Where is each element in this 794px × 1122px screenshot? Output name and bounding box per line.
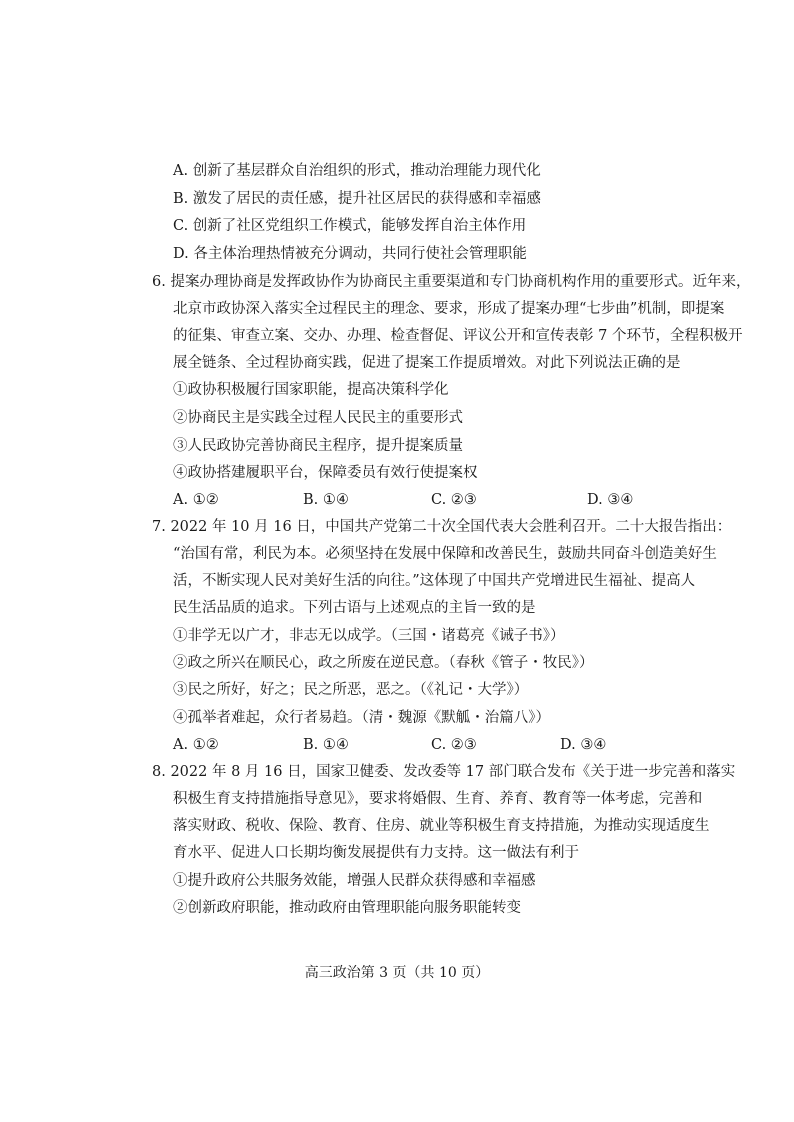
q7-stem-line-4: 民生活品质的追求。下列古语与上述观点的主旨一致的是	[173, 600, 536, 616]
q6-statement-2: ②协商民主是实践全过程人民民主的重要形式	[173, 410, 463, 426]
q8-stem-line-1: 8. 2022 年 8 月 16 日，国家卫健委、发改委等 17 部门联合发布《关于进一步完善和落实	[152, 764, 736, 780]
page-footer: 高三政治第 3 页（共 10 页）	[304, 965, 490, 981]
q7-stem-line-2: “治国有常，利民为本。必须坚持在发展中保障和改善民生，鼓励共同奋斗创造美好生	[173, 546, 717, 562]
q7-statement-3: ③民之所好，好之；民之所恶，恶之。（《礼记・大学》）	[173, 682, 529, 698]
q7-stem-line-1: 7. 2022 年 10 月 16 日，中国共产党第二十次全国代表大会胜利召开。二十大报告指出：	[152, 519, 732, 535]
q6-stem-line-4: 展全链条、全过程协商实践，促进了提案工作提质增效。对此下列说法正确的是	[173, 355, 681, 371]
q7-statement-1: ①非学无以广才，非志无以成学。（三国・诸葛亮《诫子书》）	[173, 628, 565, 644]
q8-stem-line-3: 落实财政、税收、保险、教育、住房、就业等积极生育支持措施，为推动实现适度生	[173, 818, 710, 834]
q6-stem-line-2: 北京市政协深入落实全过程民主的理念、要求，形成了提案办理“七步曲”机制，即提案	[173, 301, 725, 317]
q5-option-c: C. 创新了社区党组织工作模式，能够发挥自治主体作用	[173, 218, 527, 234]
q8-statement-2: ②创新政府职能，推动政府由管理职能向服务职能转变	[173, 900, 521, 916]
q6-statement-4: ④政协搭建履职平台，保障委员有效行使提案权	[173, 465, 478, 481]
q7-statement-4: ④孤举者难起，众行者易趋。（清・魏源《默觚・治篇八》）	[173, 710, 550, 726]
q7-choices	[173, 735, 693, 755]
q6-choices	[173, 490, 693, 510]
q7-stem-line-3: 活，不断实现人民对美好生活的向往。”这体现了中国共产党增进民生福祉、提高人	[173, 573, 696, 589]
q6-stem-line-1: 6. 提案办理协商是发挥政协作为协商民主重要渠道和专门协商机构作用的重要形式。近年来，	[152, 274, 751, 290]
q8-stem-line-4: 育水平、促进人口长期均衡发展提供有力支持。这一做法有利于	[173, 845, 579, 861]
q7-choice-d: D. ③④	[560, 737, 607, 753]
q6-choice-d: D. ③④	[587, 492, 634, 508]
q6-statement-1: ①政协积极履行国家职能，提高决策科学化	[173, 382, 449, 398]
q8-statement-1: ①提升政府公共服务效能，增强人民群众获得感和幸福感	[173, 873, 536, 889]
q5-option-a: A. 创新了基层群众自治组织的形式，推动治理能力现代化	[173, 163, 541, 179]
q6-choice-a: A. ①②	[173, 492, 219, 508]
q7-choice-c: C. ②③	[431, 737, 477, 753]
q5-option-d: D. 各主体治理热情被充分调动，共同行使社会管理职能	[173, 246, 527, 262]
q7-choice-b: B. ①④	[303, 737, 349, 753]
q6-choice-c: C. ②③	[431, 492, 477, 508]
q6-statement-3: ③人民政协完善协商民主程序，提升提案质量	[173, 438, 463, 454]
q6-choice-b: B. ①④	[303, 492, 349, 508]
q7-choice-a: A. ①②	[173, 737, 219, 753]
q5-option-b: B. 激发了居民的责任感，提升社区居民的获得感和幸福感	[173, 191, 541, 207]
q6-stem-line-3: 的征集、审查立案、交办、办理、检查督促、评议公开和宣传表彰 7 个环节，全程积极开	[173, 328, 743, 344]
q8-stem-line-2: 积极生育支持措施指导意见》，要求将婚假、生育、养育、教育等一体考虑，完善和	[173, 791, 703, 807]
q7-statement-2: ②政之所兴在顺民心，政之所废在逆民意。（春秋《管子・牧民》）	[173, 655, 594, 671]
